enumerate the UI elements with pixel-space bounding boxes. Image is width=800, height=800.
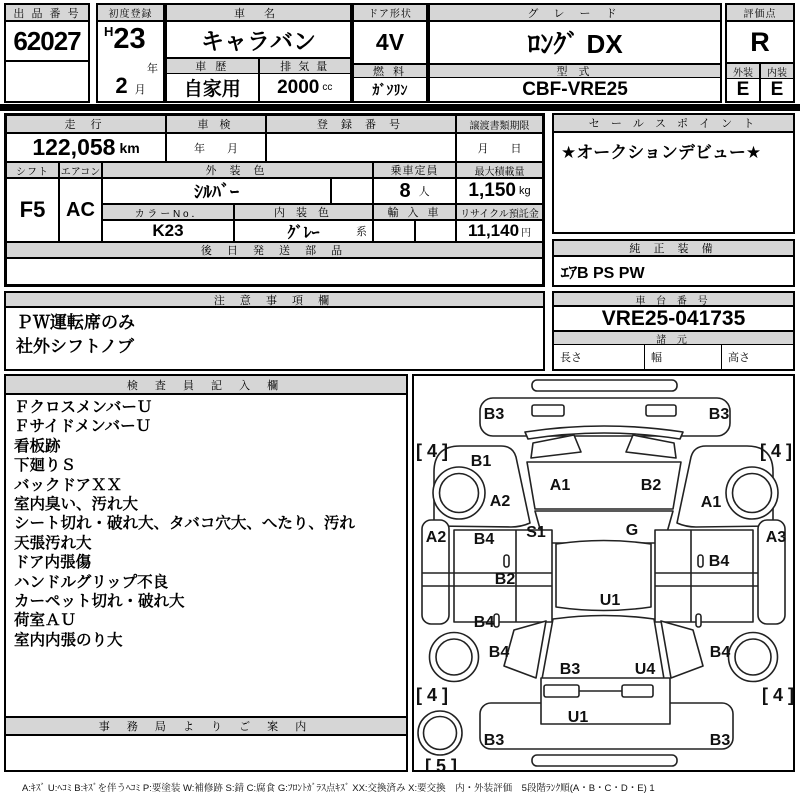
list-line: 社外シフトノブ: [16, 337, 134, 356]
year-value: 23: [113, 23, 146, 55]
later-parts-label: 後 日 発 送 部 品: [6, 242, 543, 258]
tread-depth-label: [ 5 ]: [424, 756, 458, 770]
panel-code-label: B4: [473, 531, 495, 548]
month-unit: 月: [134, 84, 146, 96]
wheel-rear-right-inner: [735, 639, 771, 675]
color-no-label: カ ラ ー N o ．: [102, 204, 234, 220]
lot-number-empty-cell: [6, 62, 88, 101]
displacement-label: 排 気 量: [260, 59, 351, 74]
fuel-label: 燃 料: [354, 63, 426, 78]
displacement-unit: cc: [322, 82, 333, 93]
fuel-value: ｶﾞｿﾘﾝ: [372, 81, 408, 98]
panel-code-label: B4: [709, 644, 731, 661]
wiper-right: [626, 435, 676, 458]
panel-code-label: A3: [765, 529, 787, 546]
inspection-value: 年 月: [166, 133, 266, 162]
length-label: 長さ: [554, 345, 645, 369]
list-line: 荷室ＡＵ: [14, 612, 77, 630]
tread-depth-label: [ 4 ]: [415, 685, 449, 705]
damage-diagram-box: [412, 374, 795, 772]
rear-strip: [532, 755, 677, 766]
separator-bar: [0, 104, 800, 111]
office-empty-area: [6, 736, 406, 770]
panel-code-label: B3: [483, 406, 505, 423]
recycle-deposit-unit: 円: [521, 227, 532, 239]
chassis-box: [552, 291, 795, 371]
transfer-deadline-label: 譲渡書類期限: [456, 115, 543, 133]
interior-grade: E: [770, 79, 784, 100]
notes-box: [4, 291, 545, 371]
recycle-deposit-value-cell: [456, 220, 543, 242]
grade-value: ﾛﾝｸﾞ DX: [527, 29, 623, 59]
car-name-label: 車 名: [167, 5, 350, 22]
panel-code-label: B2: [640, 477, 662, 494]
panel-code-label: S1: [526, 524, 546, 541]
door-handle-rear-right: [696, 614, 701, 627]
exterior-label: 外装: [727, 64, 759, 79]
rear-gate-slot-left: [544, 685, 579, 697]
panel-code-label: B3: [483, 732, 505, 749]
import-car-label: 輸 入 車: [373, 204, 456, 220]
list-line: ハンドルグリップ不良: [14, 573, 169, 591]
tread-depth-label: [ 4 ]: [759, 441, 793, 461]
list-line: シート切れ・破れ大、タバコ穴大、へたり、汚れ: [14, 515, 355, 533]
first-registration-box: [96, 3, 165, 103]
score-box: [725, 3, 795, 103]
wheel-front-left-inner: [440, 474, 479, 513]
transfer-deadline-value: 月 日: [456, 133, 543, 162]
lot-number-label: 出 品 番 号: [6, 5, 88, 22]
chassis-value: VRE25-041735: [554, 307, 793, 332]
sales-point-text: ★オークションデビュー★: [561, 143, 762, 162]
exterior-color-empty-cell: [331, 178, 373, 204]
shift-label: シフト: [6, 162, 59, 178]
panel-code-label: A2: [425, 529, 447, 546]
list-line: カーペット切れ・破れ大: [14, 593, 185, 611]
panel-code-label: B2: [494, 571, 516, 588]
door-shape-box: [352, 3, 428, 103]
list-line: 下廻りＳ: [14, 457, 77, 475]
capacity-unit: 人: [418, 186, 430, 198]
car-damage-diagram: [414, 376, 793, 770]
car-name-box: [165, 3, 352, 103]
oem-equipment-value: ｴｱB PS PW: [561, 264, 645, 282]
panel-code-label: U1: [567, 709, 589, 726]
door-handle-front-right: [698, 555, 703, 567]
recycle-deposit-value: 11,140: [467, 221, 520, 240]
panel-code-label: A1: [549, 477, 571, 494]
list-line: 室内臭い、汚れ大: [14, 496, 139, 514]
notes-lines: [6, 308, 543, 362]
lot-number-value: 62027: [6, 22, 88, 62]
month-value: 2: [115, 73, 128, 98]
grade-box: [428, 3, 722, 103]
max-load-unit: kg: [518, 185, 531, 197]
panel-code-label: U4: [634, 661, 656, 678]
list-line: 室内内張のり大: [14, 631, 123, 649]
inspection-label: 車 検: [166, 115, 266, 133]
wiper-left: [531, 435, 581, 458]
panel-code-label: A2: [489, 493, 511, 510]
score-label: 評価点: [727, 5, 793, 22]
panel-code-label: G: [625, 522, 639, 539]
max-load-label: 最大積載量: [456, 162, 543, 178]
year-unit: 年: [147, 63, 158, 75]
import-car-cell-a: [373, 220, 415, 242]
list-line: ＰＷ運転席のみ: [16, 313, 135, 332]
history-value: 自家用: [183, 79, 241, 100]
grade-label: グ レ ー ド: [430, 5, 720, 22]
interior-color-value: ｸﾞﾚｰ: [287, 224, 320, 242]
panel-code-label: A1: [700, 494, 722, 511]
exterior-color-label: 外 装 色: [102, 162, 373, 178]
history-label: 車 歴: [167, 59, 258, 74]
list-line: ＦクロスメンバーＵ: [14, 399, 153, 416]
panel-code-label: B4: [488, 644, 510, 661]
front-bumper-slot-left: [532, 405, 564, 416]
interior-color-suffix: 系: [356, 226, 367, 238]
panel-code-label: B3: [709, 732, 731, 749]
exterior-grade: E: [736, 79, 750, 100]
mileage-label: 走 行: [6, 115, 166, 133]
panel-code-label: B1: [470, 453, 492, 470]
tread-depth-label: [ 4 ]: [761, 685, 793, 705]
office-label: 事 務 局 よ り ご 案 内: [6, 716, 406, 736]
capacity-label: 乗車定員: [373, 162, 456, 178]
door-handle-rear-left: [494, 614, 499, 627]
oem-equipment-box: [552, 239, 795, 287]
width-label: 幅: [645, 345, 722, 369]
oem-equipment-label: 純 正 装 備: [554, 241, 793, 257]
door-handle-front-left: [504, 555, 509, 567]
import-car-cell-b: [415, 220, 456, 242]
inspector-label: 検 査 員 記 入 欄: [6, 376, 406, 395]
first-registration-year: [104, 23, 146, 56]
car-name-value: キャラバン: [201, 28, 316, 54]
height-label: 高さ: [728, 352, 750, 364]
shift-value: F5: [6, 178, 59, 242]
mileage-value-cell: [6, 133, 166, 162]
list-line: 看板跡: [14, 437, 61, 455]
spare-wheel-inner: [424, 717, 457, 750]
first-registration-label: 初度登録: [98, 5, 163, 22]
model-code-label: 型 式: [430, 63, 720, 78]
panel-code-label: U1: [599, 592, 621, 609]
spec-grid-box: [4, 113, 545, 287]
score-value: R: [750, 26, 770, 57]
rear-gate-slot-right: [622, 685, 653, 697]
displacement-value: 2000: [277, 76, 320, 98]
aircon-label: エアコン: [59, 162, 102, 178]
front-bumper-slot-right: [646, 405, 676, 416]
registration-number-value: [266, 133, 456, 162]
inspector-box: [4, 374, 408, 772]
sales-point-label: セ ー ル ス ポ イ ン ト: [554, 115, 793, 133]
panel-code-label: B3: [708, 406, 730, 423]
model-code-value: CBF-VRE25: [522, 78, 628, 100]
side-panel-right: [655, 530, 753, 622]
list-line: バックドアＸＸ: [14, 476, 123, 494]
hood-band: [535, 511, 673, 543]
panel-code-label: B4: [473, 614, 495, 631]
chassis-label: 車 台 番 号: [554, 293, 793, 307]
mileage-unit: km: [119, 139, 140, 156]
interior-color-value-cell: [234, 220, 373, 242]
door-shape-value: 4V: [375, 29, 405, 55]
list-line: ＦサイドメンバーＵ: [14, 418, 152, 436]
rear-pillar-left: [504, 621, 546, 678]
max-load-value: 1,150: [468, 180, 516, 201]
first-registration-month: [98, 73, 163, 99]
rear-pillar-right: [661, 621, 703, 678]
mileage-value: 122,058: [32, 134, 116, 160]
max-load-value-cell: [456, 178, 543, 204]
front-roof-strip: [532, 380, 677, 391]
capacity-value: 8: [399, 179, 411, 202]
notes-label: 注 意 事 項 欄: [6, 293, 543, 308]
lot-number-box: [4, 3, 90, 103]
sales-point-box: [552, 113, 795, 234]
capacity-value-cell: [373, 178, 456, 204]
legend-text: A:ｷｽﾞ U:ﾍｺﾐ B:ｷｽﾞを伴うﾍｺﾐ P:要塗装 W:補修跡 S:錆 C:腐食 G:ﾌﾛﾝﾄｶﾞﾗｽ点ｷｽﾞ XX:交換済み X:要交換 内・外装評価 5段階ﾗﾝｸ順(A・B・C・D・E) 1: [22, 783, 655, 794]
exterior-color-value: ｼﾙﾊﾞｰ: [102, 178, 331, 204]
recycle-deposit-label: リサイクル預託金: [456, 204, 543, 220]
panel-code-label: B4: [708, 553, 730, 570]
list-line: ドア内張傷: [14, 554, 92, 572]
later-parts-value: [6, 258, 543, 285]
aircon-value: AC: [59, 178, 102, 242]
color-no-value: K23: [102, 220, 234, 242]
dimensions-label: 諸 元: [554, 332, 793, 345]
wheel-rear-left-inner: [436, 639, 472, 675]
inspector-lines: [6, 395, 406, 716]
wheel-front-right-inner: [733, 474, 772, 513]
displacement-value-cell: [260, 74, 351, 101]
tread-depth-label: [ 4 ]: [415, 441, 449, 461]
interior-label: 内装: [761, 64, 793, 79]
panel-code-label: B3: [559, 661, 581, 678]
era-mark: H: [104, 24, 114, 39]
door-shape-label: ドア形状: [354, 5, 426, 22]
registration-number-label: 登 録 番 号: [266, 115, 456, 133]
list-line: 天張汚れ大: [14, 534, 92, 552]
interior-color-label: 内 装 色: [234, 204, 373, 220]
